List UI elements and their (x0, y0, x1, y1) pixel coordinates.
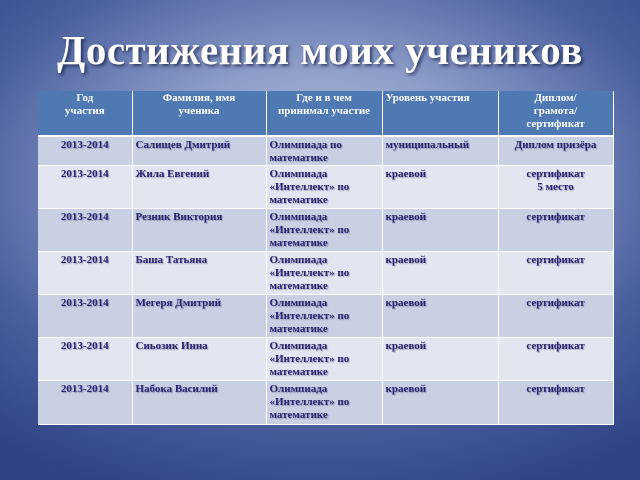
header-year: Год участия (38, 91, 132, 136)
cell-student-name: Сиьозик Инна (132, 338, 266, 381)
cell-year: 2013-2014 (38, 252, 132, 295)
cell-event: Олимпиада «Интеллект» по математике (266, 338, 382, 381)
header-document: Диплом/ грамота/ сертификат (498, 91, 613, 136)
table-row (38, 338, 613, 381)
cell-document: Диплом призёра (498, 136, 613, 166)
cell-event: Олимпиада по математике (266, 136, 382, 166)
cell-level: муниципальный (382, 136, 498, 166)
table-header-row (38, 91, 613, 136)
cell-year: 2013-2014 (38, 209, 132, 252)
cell-document: сертификат (498, 295, 613, 338)
table-row (38, 381, 613, 425)
cell-event: Олимпиада «Интеллект» по математике (266, 295, 382, 338)
cell-document: сертификат (498, 252, 613, 295)
achievements-table (38, 91, 614, 425)
table-row (38, 136, 613, 166)
cell-student-name: Мегеря Дмитрий (132, 295, 266, 338)
cell-event: Олимпиада «Интеллект» по математике (266, 209, 382, 252)
cell-level: краевой (382, 166, 498, 209)
cell-year: 2013-2014 (38, 381, 132, 425)
table-row (38, 209, 613, 252)
cell-year: 2013-2014 (38, 295, 132, 338)
cell-student-name: Баша Татьяна (132, 252, 266, 295)
cell-event: Олимпиада «Интеллект» по математике (266, 381, 382, 425)
table-row (38, 166, 613, 209)
cell-level: краевой (382, 381, 498, 425)
cell-level: краевой (382, 209, 498, 252)
cell-student-name: Жила Евгений (132, 166, 266, 209)
cell-event: Олимпиада «Интеллект» по математике (266, 166, 382, 209)
cell-year: 2013-2014 (38, 136, 132, 166)
cell-year: 2013-2014 (38, 338, 132, 381)
cell-document: сертификат (498, 209, 613, 252)
cell-student-name: Набока Василий (132, 381, 266, 425)
header-student-name: Фамилия, имя ученика (132, 91, 266, 136)
slide-title: Достижения моих учеников (57, 27, 583, 73)
cell-document: сертификат (498, 338, 613, 381)
header-level: Уровень участия (382, 91, 498, 136)
cell-document: сертификат 5 место (498, 166, 613, 209)
header-event: Где и в чем принимал участие (266, 91, 382, 136)
cell-year: 2013-2014 (38, 166, 132, 209)
cell-student-name: Салищев Дмитрий (132, 136, 266, 166)
cell-event: Олимпиада «Интеллект» по математике (266, 252, 382, 295)
cell-student-name: Резник Виктория (132, 209, 266, 252)
cell-level: краевой (382, 338, 498, 381)
table-row (38, 252, 613, 295)
cell-document: сертификат (498, 381, 613, 425)
cell-level: краевой (382, 295, 498, 338)
table-row (38, 295, 613, 338)
cell-level: краевой (382, 252, 498, 295)
